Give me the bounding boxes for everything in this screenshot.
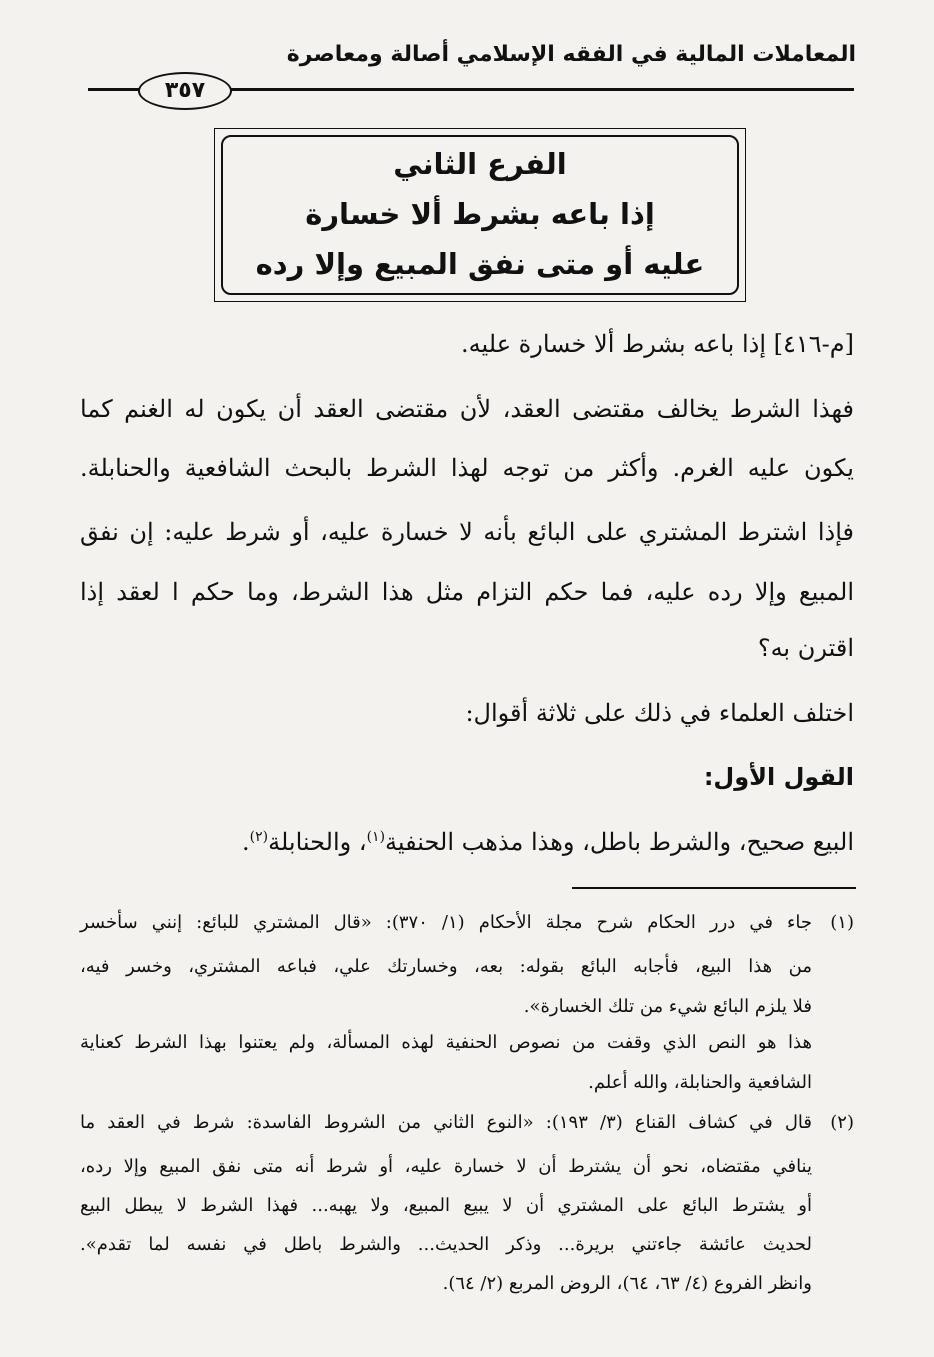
- paragraph-issue-statement: [م-٤١٦] إذا باعه بشرط ألا خسارة عليه.: [461, 330, 854, 358]
- section-title-line-1: الفرع الثاني: [393, 147, 567, 181]
- paragraph-2-line-2: يكون عليه الغرم. وأكثر من توجه لهذا الشرط بالبحث الشافعية والحنابلة.: [80, 454, 854, 482]
- footnote-1-line-4: هذا هو النص الذي وقفت من نصوص الحنفية لهذه المسألة، ولم يعتنوا بهذا الشرط كعناية: [80, 1032, 812, 1053]
- paragraph-3-line-3: اقترن به؟: [757, 634, 854, 662]
- footnote-2-line-5: وانظر الفروع (٤/ ٦٣، ٦٤)، الروض المربع (٢/ ٦٤).: [442, 1273, 812, 1294]
- footnote-2-line-1: قال في كشاف القناع (٣/ ١٩٣): «النوع الثاني من الشروط الفاسدة: شرط في العقد ما: [80, 1112, 812, 1133]
- first-opinion-text-b: ، والحنابلة: [268, 828, 367, 856]
- footnote-ref-1[interactable]: (١): [366, 829, 386, 845]
- section-title-box: [214, 128, 746, 302]
- paragraph-opinions-intro: اختلف العلماء في ذلك على ثلاثة أقوال:: [465, 699, 854, 727]
- paragraph-3-line-1: فإذا اشترط المشتري على البائع بأنه لا خسارة عليه، أو شرط عليه: إن نفق: [80, 518, 854, 546]
- running-header-title: المعاملات المالية في الفقه الإسلامي أصالة ومعاصرة: [286, 42, 856, 67]
- page-number: ٣٥٧: [138, 72, 232, 110]
- footnote-1-line-5: الشافعية والحنابلة، والله أعلم.: [588, 1072, 812, 1093]
- section-title-line-3: عليه أو متى نفق المبيع وإلا رده: [255, 247, 705, 281]
- first-opinion-heading: القول الأول:: [703, 763, 854, 791]
- footnote-separator: [572, 887, 856, 889]
- footnote-2-line-2: ينافي مقتضاه، نحو أن يشترط أن لا خسارة عليه، أو شرط أنه متى نفق المبيع وإلا رده،: [80, 1156, 812, 1177]
- footnote-1-line-1: جاء في درر الحكام شرح مجلة الأحكام (١/ ٣٧٠): «قال المشتري للبائع: إنني سأخسر: [80, 912, 813, 933]
- first-opinion-text-a: البيع صحيح، والشرط باطل، وهذا مذهب الحنفية: [385, 828, 854, 856]
- first-opinion-text: [242, 828, 854, 857]
- footnote-2-line-4: لحديث عائشة جاءتني بريرة... وذكر الحديث... والشرط باطل في نفسه لما تقدم».: [80, 1234, 812, 1255]
- first-opinion-text-end: .: [241, 828, 250, 856]
- footnote-2-number: (٢): [830, 1112, 854, 1133]
- paragraph-3-line-2: المبيع وإلا رده عليه، فما حكم التزام مثل هذا الشرط، وما حكم ا لعقد إذا: [80, 578, 854, 606]
- footnote-ref-2[interactable]: (٢): [249, 829, 269, 845]
- footnote-2-line-3: أو يشترط البائع على المشتري أن لا يبيع المبيع، ولا يهبه... فهذا الشرط لا يبطل البيع: [80, 1195, 812, 1216]
- footnote-1-line-2: من هذا البيع، فأجابه البائع بقوله: بعه، وخسارتك علي، فباعه المشتري، وخسر فيه،: [80, 956, 812, 977]
- section-title-line-2: إذا باعه بشرط ألا خسارة: [305, 197, 655, 231]
- footnote-1-line-3: فلا يلزم البائع شيء من تلك الخسارة».: [523, 996, 812, 1017]
- paragraph-2-line-1: فهذا الشرط يخالف مقتضى العقد، لأن مقتضى العقد أن يكون له الغنم كما: [80, 395, 854, 423]
- footnote-1-number: (١): [830, 912, 854, 933]
